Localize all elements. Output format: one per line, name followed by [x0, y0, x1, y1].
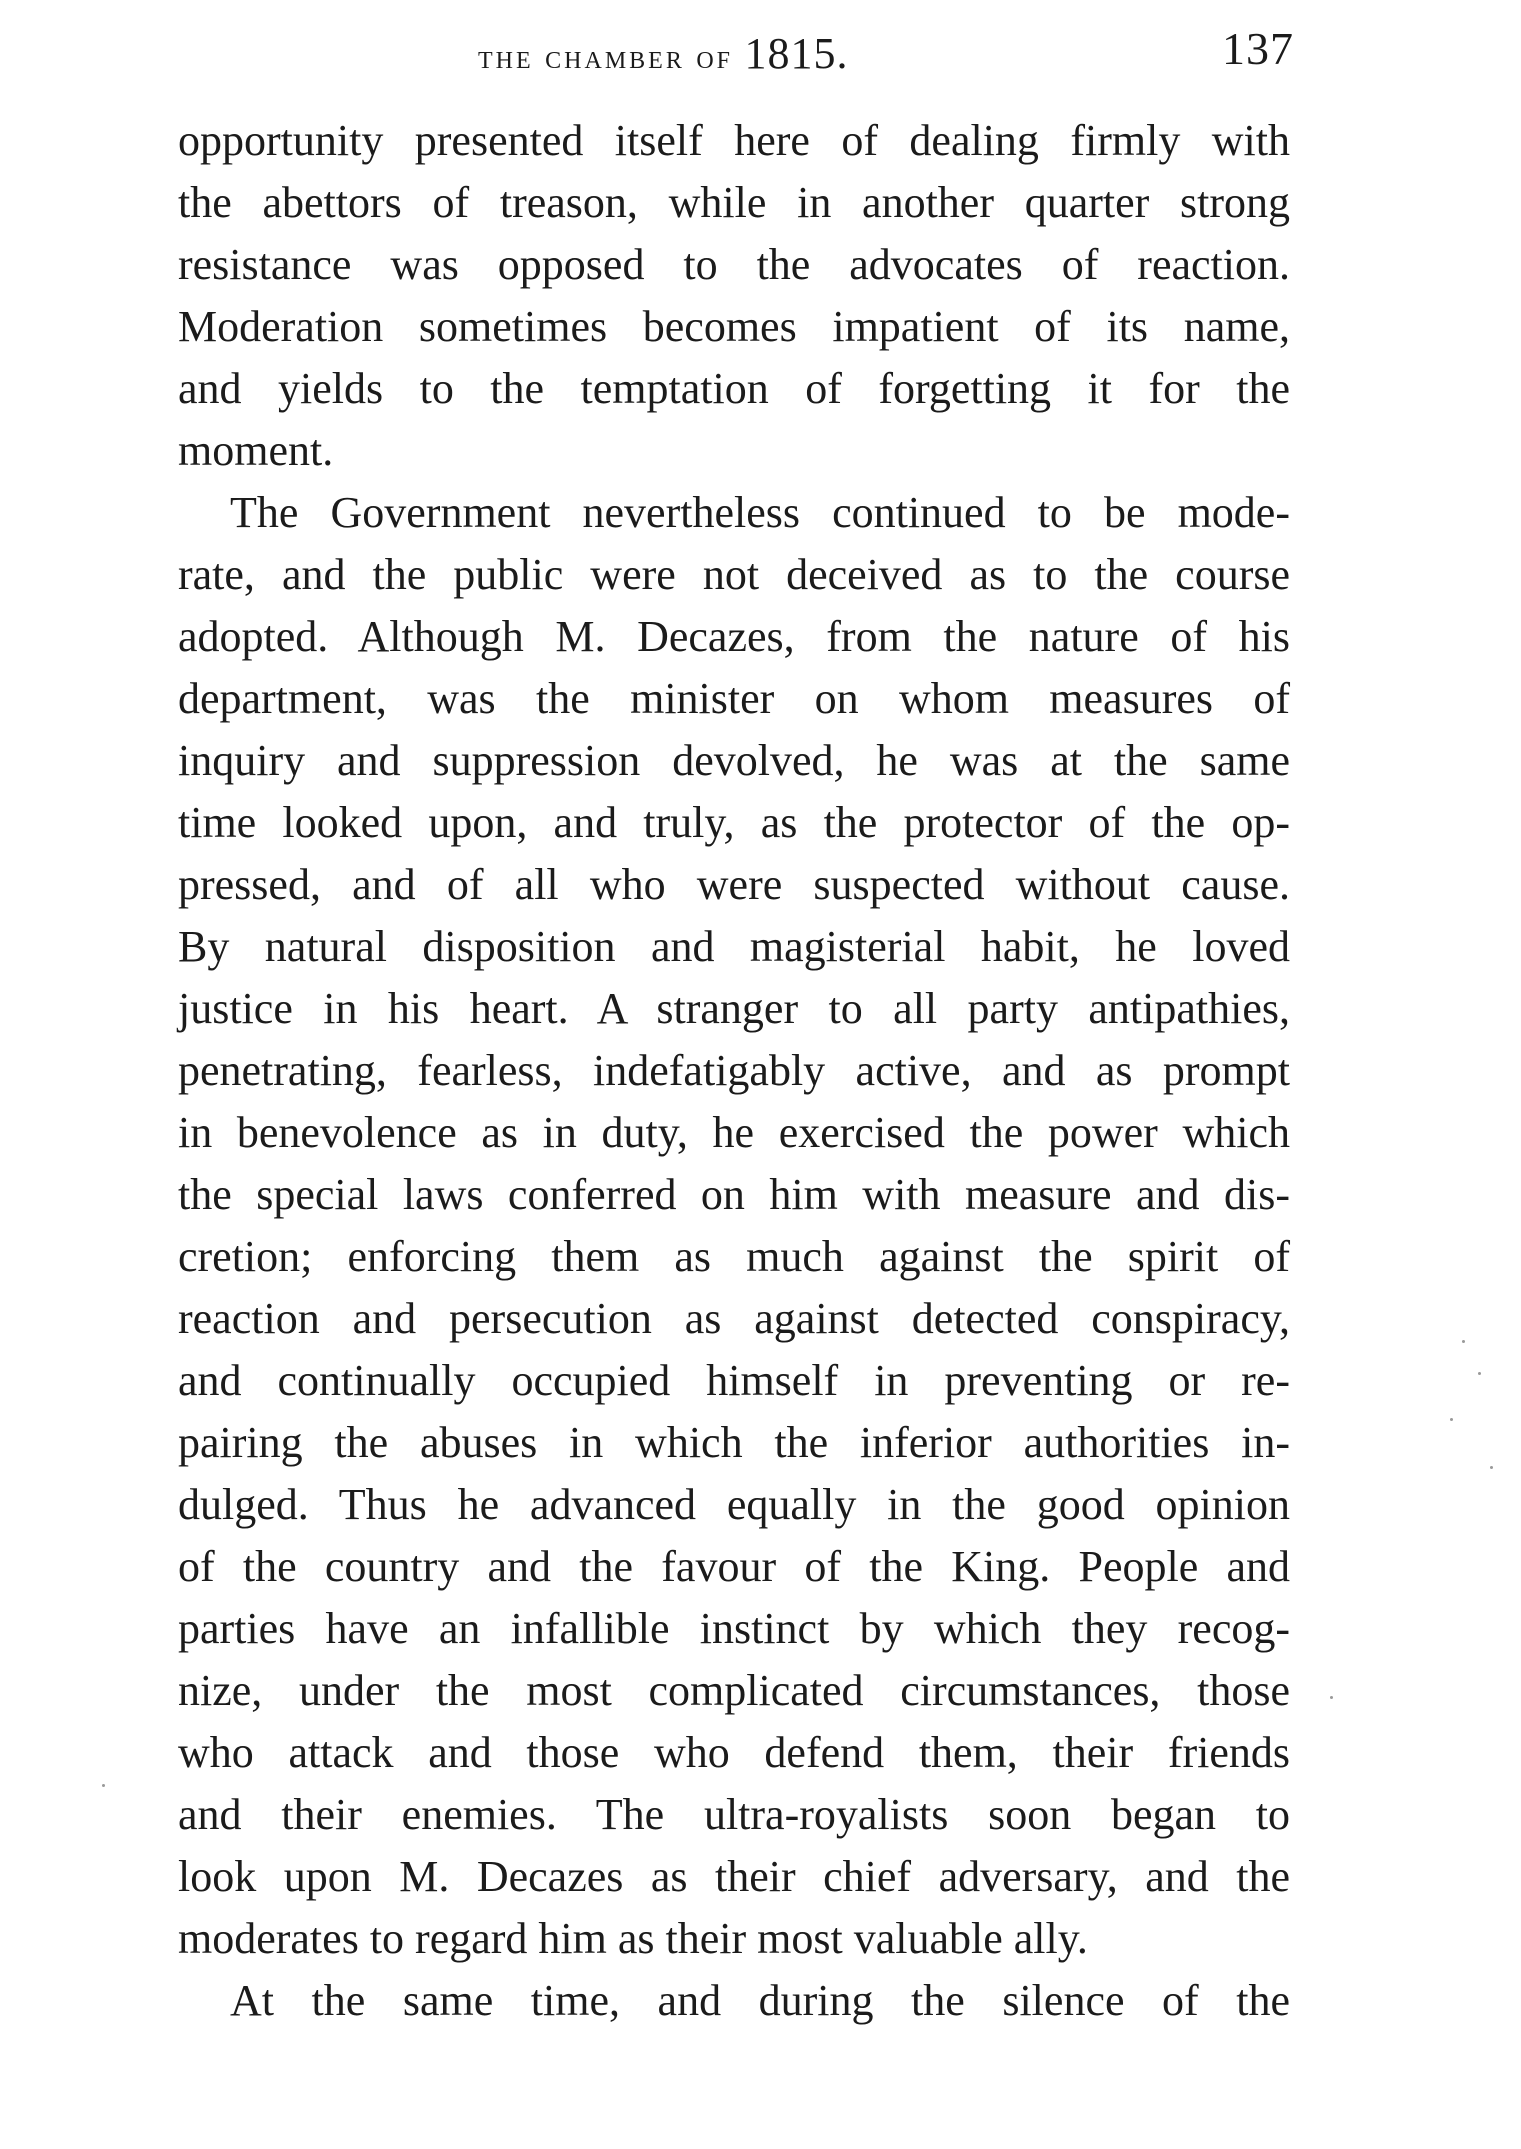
paper-speck	[1330, 1696, 1333, 1699]
page-number: 137	[1222, 23, 1294, 74]
text-line: By natural disposition and magisterial habit, he loved	[178, 922, 1290, 971]
running-title	[478, 28, 849, 79]
text-line: adopted. Although M. Decazes, from the nature of his	[178, 612, 1290, 661]
text-line: Moderation sometimes becomes impatient of its name,	[178, 302, 1290, 351]
text-line: dulged. Thus he advanced equally in the good opinion	[178, 1480, 1290, 1529]
text-line: opportunity presented itself here of dealing firmly with	[178, 116, 1290, 165]
text-line: The Government nevertheless continued to be mode-	[230, 488, 1290, 537]
text-line: of the country and the favour of the King. People and	[178, 1542, 1290, 1591]
text-line: reaction and persecution as against detected conspiracy,	[178, 1294, 1290, 1343]
text-line: the special laws conferred on him with measure and dis-	[178, 1170, 1290, 1219]
text-line: parties have an infallible instinct by which they recog-	[178, 1604, 1290, 1653]
text-line: and yields to the temptation of forgetting it for the	[178, 364, 1290, 413]
text-line: resistance was opposed to the advocates of reaction.	[178, 240, 1290, 289]
paper-speck	[1490, 1466, 1493, 1469]
paper-speck	[1478, 1372, 1481, 1375]
text-line: moderates to regard him as their most valuable ally.	[178, 1914, 1088, 1963]
body-text	[178, 110, 1290, 2032]
text-line: look upon M. Decazes as their chief adversary, and the	[178, 1852, 1290, 1901]
text-line: the abettors of treason, while in another quarter strong	[178, 178, 1290, 227]
text-line: pairing the abuses in which the inferior authorities in-	[178, 1418, 1290, 1467]
text-line: and continually occupied himself in preventing or re-	[178, 1356, 1290, 1405]
paper-speck	[1462, 1340, 1465, 1343]
text-line: who attack and those who defend them, their friends	[178, 1728, 1290, 1777]
running-head	[180, 22, 1294, 82]
text-line: At the same time, and during the silence of the	[230, 1976, 1290, 2025]
running-title-words: the chamber of	[478, 39, 734, 76]
text-line: and their enemies. The ultra-royalists soon began to	[178, 1790, 1290, 1839]
text-line: time looked upon, and truly, as the protector of the op-	[178, 798, 1290, 847]
paper-speck	[1450, 1418, 1453, 1421]
text-line: cretion; enforcing them as much against the spirit of	[178, 1232, 1290, 1281]
text-line: penetrating, fearless, indefatigably active, and as prompt	[178, 1046, 1290, 1095]
text-line: justice in his heart. A stranger to all party antipathies,	[178, 984, 1290, 1033]
text-line: in benevolence as in duty, he exercised the power which	[178, 1108, 1290, 1157]
text-line: moment.	[178, 426, 334, 475]
text-line: department, was the minister on whom measures of	[178, 674, 1290, 723]
text-line: nize, under the most complicated circumstances, those	[178, 1666, 1290, 1715]
running-title-year: 1815.	[744, 29, 849, 78]
paper-speck	[102, 1784, 105, 1787]
text-line: rate, and the public were not deceived as to the course	[178, 550, 1290, 599]
text-line: pressed, and of all who were suspected without cause.	[178, 860, 1290, 909]
text-line: inquiry and suppression devolved, he was at the same	[178, 736, 1290, 785]
